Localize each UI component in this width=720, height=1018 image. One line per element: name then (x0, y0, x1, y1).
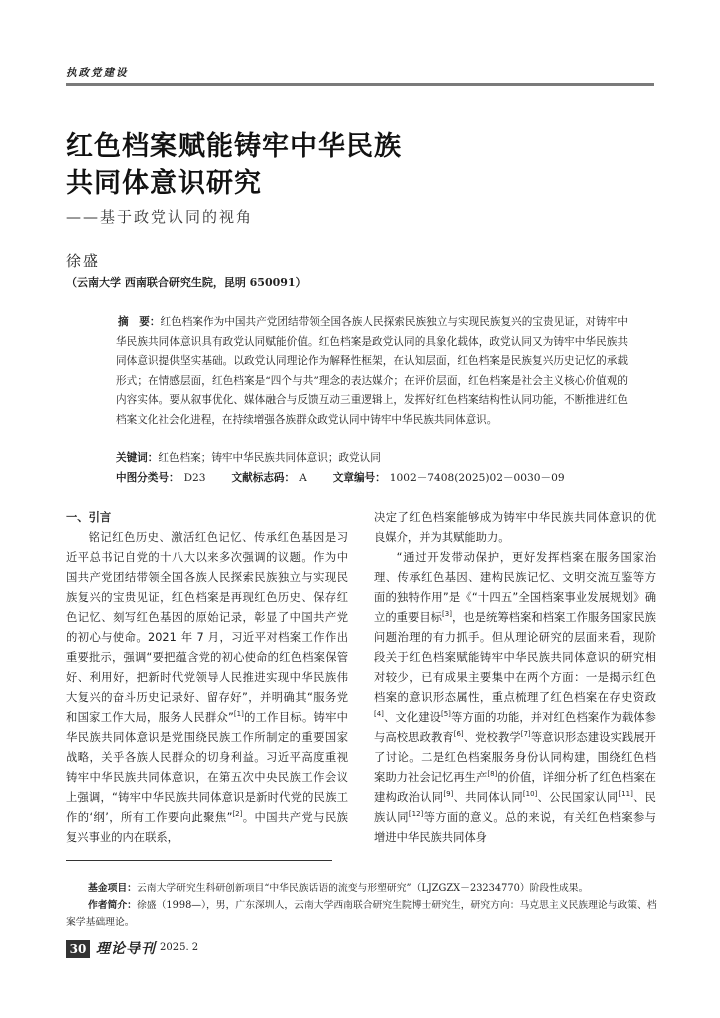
footnote-divider (66, 860, 332, 861)
body-paragraph (374, 548, 656, 848)
article-subtitle: ——基于政党认同的视角 (66, 208, 254, 226)
bio-text: 徐盛（1998—），男，广东深圳人，云南大学西南联合研究生院博士研究生，研究方向：马克思主义民族理论与政策、档案学基础理论。 (66, 900, 657, 928)
clc-value: D23 (183, 472, 206, 484)
citation: [9] (443, 790, 454, 799)
citation: [3] (442, 610, 452, 619)
page-number: 30 (66, 940, 90, 958)
citation: [11] (618, 790, 633, 799)
abstract (116, 313, 628, 430)
body-text: ，也是统筹档案和档案工作服务国家民族问题治理的有力抓手。但从理论研究的层面来看，现阶段关于红色档案赋能铸牢中华民族共同体意识的研究相对较少，已有成果主要集中在两个方面：一是揭示红色档案的意识形态属性，重点梳理了红色档案在存史资政 (374, 611, 656, 704)
body-paragraph (66, 528, 348, 848)
funding-text: 云南大学研究生科研创新项目“中华民族话语的流变与形塑研究”（LJZGZX－23234770）阶段性成果。 (136, 883, 589, 894)
body-text: 、公民国家认同 (537, 791, 619, 804)
abstract-label: 摘 要： (118, 316, 161, 328)
body-paragraph: 决定了红色档案能够成为铸牢中华民族共同体意识的优良媒介，并为其赋能助力。 (374, 511, 656, 544)
keywords-label: 关键词： (116, 452, 159, 464)
issue-number: 2025. 2 (160, 942, 199, 953)
citation: [7] (520, 730, 531, 739)
article-no-label: 文章编号： (332, 472, 386, 484)
body-text: 的工作目标。铸牢中华民族共同体意识是党围绕民族工作所制定的重要国家战略，关乎各族人民群众的切身利益。习近平高度重视铸牢中华民族共同体意识，在第五次中央民族工作会议上强调，“铸牢中华民族共同体意识是新时代党的民族工作的‘纲’，所有工作要向此聚焦” (66, 711, 348, 824)
body-text: 、党校教学 (463, 731, 521, 744)
body-text: 铭记红色历史、激活红色记忆、传承红色基因是习近平总书记自党的十八大以来多次强调的议题。作为中国共产党团结带领全国各族人民探索民族独立与实现民族复兴的宝贵见证，红色档案是再现红色历史、保存红色记忆、刻写红色基因的原始记录，彰显了中国共产党的初心与使命。2021 年 7 月，习近平对档案工作作出重要批示，强调“要把蕴含党的初心使命的红色档案保管好、利用好，把新时代党领导人民推进实现中华民族伟大复兴的奋斗历史记录好、留存好”，并明确其“服务党和国家工作大局，服务人民群众” (66, 531, 348, 724)
body-text: “通过开发带动保护，更好发挥档案在服务国家治理、传承红色基因、建构民族记忆、文明交流互鉴等方面的独特作用”是《“十四五”全国档案事业发展规划》确立的重要目标 (374, 551, 656, 624)
body-text: 的价值，详细分析了红色档案在建构政治认同 (374, 771, 656, 804)
bio-label: 作者简介： (88, 900, 137, 911)
doc-code-value: A (299, 472, 307, 484)
funding-note (88, 880, 668, 897)
body-text: 、共同体认同 (453, 791, 523, 804)
keywords-line (116, 450, 381, 465)
header-rule (66, 83, 654, 86)
body-text: 。中国共产党与民族复兴事业的内在联系， (66, 811, 348, 844)
citation: [12] (408, 810, 424, 819)
citation: [8] (487, 770, 498, 779)
body-text: 、文化建设 (383, 711, 441, 724)
section-heading: 一、引言 (66, 511, 112, 524)
body-column-right (374, 508, 656, 848)
author-bio-note (66, 897, 666, 931)
author-name: 徐盛 (66, 252, 101, 270)
citation: [1] (233, 710, 244, 719)
citation: [5] (440, 710, 451, 719)
body-column-left (66, 508, 348, 848)
journal-logo: 理论导刊 (96, 941, 156, 957)
body-text: 等方面的意义。总的来说，有关红色档案参与增进中华民族共同体身 (374, 811, 656, 844)
funding-label: 基金项目： (88, 883, 137, 894)
classification-line (116, 470, 565, 485)
title-line-2: 共同体意识研究 (66, 168, 262, 199)
citation: [2] (232, 810, 243, 819)
title-line-1: 红色档案赋能铸牢中华民族 (66, 131, 402, 162)
article-title (66, 128, 402, 202)
article-no-value: 1002－7408(2025)02－0030－09 (389, 472, 565, 484)
clc-label: 中图分类号： (116, 472, 180, 484)
abstract-text: 红色档案作为中国共产党团结带领全国各族人民探索民族独立与实现民族复兴的宝贵见证，对铸牢中华民族共同体意识具有政党认同赋能价值。红色档案是政党认同的具象化载体，政党认同又为铸牢中华民族共同体意识提供坚实基础。以政党认同理论作为解释性框架，在认知层面，红色档案是民族复兴历史记忆的承载形式；在情感层面，红色档案是“四个与共”理念的表达媒介；在评价层面，红色档案是社会主义核心价值观的内容实体。要从叙事优化、媒体融合与反馈互动三重逻辑上，发挥好红色档案结构性认同功能，不断推进红色档案文化社会化进程，在持续增强各族群众政党认同中铸牢中华民族共同体意识。 (116, 316, 629, 426)
body-text: 等意识形态建设实践展开了讨论。二是红色档案服务身份认同构建，围绕红色档案助力社会记忆再生产 (374, 731, 656, 784)
body-text: 等方面的功能，并对红色档案作为载体参与高校思政教育 (374, 711, 656, 744)
citation: [10] (522, 790, 538, 799)
citation: [4] (374, 710, 384, 719)
citation: [6] (453, 730, 464, 739)
body-text: 、民族认同 (374, 791, 656, 824)
section-label: 执政党建设 (66, 67, 129, 79)
author-affiliation: （云南大学 西南联合研究生院，昆明 650091） (66, 276, 307, 289)
doc-code-label: 文献标志码： (231, 472, 296, 484)
keywords-text: 红色档案；铸牢中华民族共同体意识；政党认同 (158, 452, 381, 464)
